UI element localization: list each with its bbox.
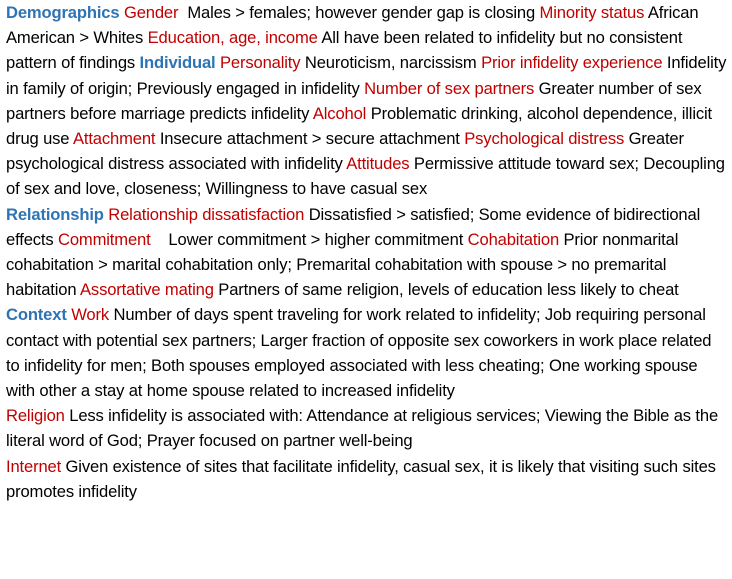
factor-text: Partners of same religion, levels of education less likely to cheat: [218, 280, 679, 300]
factor-text: Dissatisfied > satisfied; Some evidence of bidirectional effects: [6, 204, 701, 249]
factor-label: Cohabitation: [467, 229, 560, 249]
factor-text: Males > females; however gender gap is closing: [187, 3, 536, 22]
factor-text: African American > Whites: [6, 3, 699, 48]
factor-label: Internet: [6, 456, 62, 476]
factor-text: Given existence of sites that facilitate infidelity, casual sex, it is likely that visiting such sites promotes infidelity: [6, 456, 716, 501]
factor-label: Prior infidelity experience: [481, 53, 663, 73]
category-label: Relationship: [6, 204, 104, 224]
factor-text: All have been related to infidelity but no consistent pattern of findings: [6, 28, 683, 73]
section-relationship: [6, 202, 728, 303]
factor-label: Personality: [219, 53, 301, 73]
category-label: Context: [6, 305, 67, 325]
factor-label: Alcohol: [312, 103, 367, 123]
section-context: [6, 302, 728, 403]
factor-text: Neuroticism, narcissism: [304, 53, 477, 73]
factor-label: Gender: [123, 3, 179, 22]
factor-text: Lower commitment > higher commitment: [168, 229, 464, 249]
factor-label: Relationship dissatisfaction: [108, 204, 305, 224]
factor-label: Education, age, income: [147, 28, 318, 48]
factor-text: Less infidelity is associated with: Attendance at religious services; Viewing the Bible as the literal word of God; Prayer focused on partner well-being: [6, 406, 719, 451]
factor-text: Greater psychological distress associated with infidelity: [6, 129, 684, 174]
factor-label: Minority status: [539, 3, 645, 22]
factor-label: Attachment: [72, 129, 156, 149]
section-demographics: [6, 0, 728, 202]
factor-text: Prior nonmarital cohabitation > marital cohabitation only; Premarital cohabitation with spouse > no premarital habitation: [6, 229, 679, 300]
factor-label: Psychological distress: [464, 129, 625, 149]
factor-label: Commitment: [58, 229, 151, 249]
factor-text: Problematic drinking, alcohol dependence, illicit drug use: [6, 103, 713, 149]
factor-label: Assortative mating: [80, 280, 214, 300]
factor-text: Insecure attachment > secure attachment: [159, 129, 460, 149]
factor-text: Greater number of sex partners before marriage predicts infidelity: [6, 78, 702, 123]
factor-text: Permissive attitude toward sex; Decoupling of sex and love, closeness; Willingness to have casual sex: [6, 154, 725, 199]
factor-label: Number of sex partners: [364, 78, 535, 98]
factor-label: Religion: [6, 406, 65, 426]
factor-label: Attitudes: [346, 154, 410, 174]
section-context-religion: [6, 403, 728, 453]
factor-text: Infidelity in family of origin; Previously engaged in infidelity: [6, 53, 727, 98]
category-label: Individual: [139, 53, 216, 73]
section-context-internet: [6, 454, 728, 504]
factor-text: Number of days spent traveling for work related to infidelity; Job requiring personal contact with potential sex partners; Larger fraction of opposite sex coworkers in work place related to infidelity for men; Both spouses employed associated with less cheating; One working spouse with other a stay at home spouse related to increased infidelity: [6, 305, 712, 401]
category-label: Demographics: [6, 3, 120, 22]
factor-label: Work: [71, 305, 110, 325]
